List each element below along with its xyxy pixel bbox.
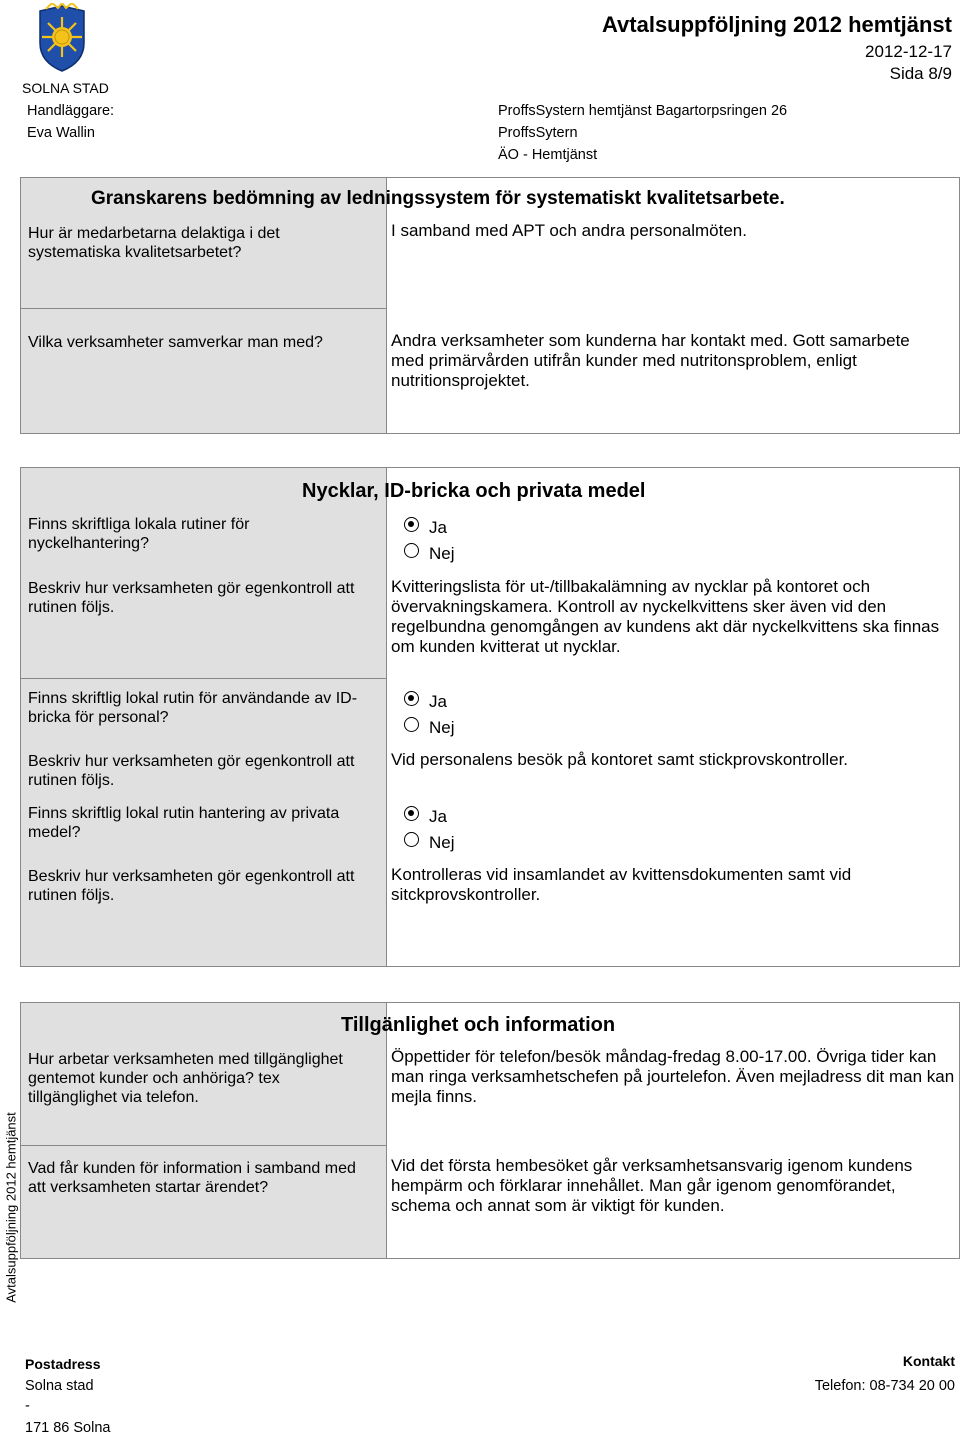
question-accessibility: Hur arbetar verksamheten med tillgänglighet gentemot kunder och anhöriga? tex tillgänglighet via telefon.	[28, 1051, 343, 1106]
footer-address-line1: Solna stad	[25, 1378, 94, 1394]
footer-address-line3: 171 86 Solna	[25, 1420, 111, 1436]
unit-name: ProffsSytern	[498, 125, 578, 141]
side-document-label: Avtalsuppföljning 2012 hemtjänst	[3, 1112, 19, 1303]
radio-id-badge-no[interactable]	[404, 717, 419, 732]
answer-start-information: Vid det första hembesöket går verksamhetsansvarig igenom kundens hempärm och förklarar innehållet. Man går igenom genomförandet, schema och annat som är viktigt för kunden.	[391, 1156, 913, 1215]
footer-phone: Telefon: 08-734 20 00	[814, 1378, 955, 1394]
question-column	[21, 1003, 387, 1258]
org-name: SOLNA STAD	[22, 80, 109, 96]
radio-private-funds-yes[interactable]	[404, 806, 419, 821]
label-key-routines-no: Nej	[429, 544, 455, 563]
handler-name: Eva Wallin	[27, 125, 95, 141]
question-column	[21, 178, 387, 433]
document-title: Avtalsuppföljning 2012 hemtjänst	[601, 12, 952, 37]
section-quality-system	[20, 177, 960, 434]
page-number: Sida 8/9	[889, 64, 952, 83]
label-id-badge-yes: Ja	[429, 692, 447, 711]
footer-contact-label: Kontakt	[902, 1353, 955, 1369]
footer-address-label: Postadress	[25, 1356, 101, 1372]
radio-key-routines-no[interactable]	[404, 543, 419, 558]
question-private-funds-control: Beskriv hur verksamheten gör egenkontroll att rutinen följs.	[28, 868, 355, 904]
section-title: Nycklar, ID-bricka och privata medel	[302, 480, 646, 502]
unit-department: ÄO - Hemtjänst	[498, 147, 598, 163]
label-key-routines-yes: Ja	[429, 518, 447, 537]
question-key-routines: Finns skriftliga lokala rutiner för nyckelhantering?	[28, 516, 250, 552]
footer-address-line2: -	[25, 1398, 30, 1414]
radio-id-badge-yes[interactable]	[404, 691, 419, 706]
answer-private-funds-control: Kontrolleras vid insamlandet av kvittensdokumenten samt vid sitckprovskontroller.	[391, 865, 852, 904]
question-staff-involvement: Hur är medarbetarna delaktiga i det systematiska kvalitetsarbetet?	[28, 225, 280, 261]
question-cooperation: Vilka verksamheter samverkar man med?	[28, 334, 323, 351]
municipal-crest	[36, 3, 88, 73]
question-id-badge: Finns skriftlig lokal rutin för användande av ID-bricka för personal?	[28, 690, 358, 726]
answer-accessibility: Öppettider för telefon/besök måndag-fredag 8.00-17.00. Övriga tider kan man ringa verksamhetschefen på jourtelefon. Även mejladress dit man kan mejla finns.	[391, 1047, 955, 1106]
answer-cooperation: Andra verksamheter som kunderna har kontakt med. Gott samarbete med primärvården utifrån kunder med nutritonsproblem, enligt nutritionsprojektet.	[391, 331, 910, 390]
question-private-funds: Finns skriftlig lokal rutin hantering av privata medel?	[28, 805, 340, 841]
document-date: 2012-12-17	[865, 42, 952, 61]
label-id-badge-no: Nej	[429, 718, 455, 737]
section-title: Tillgänlighet och information	[341, 1014, 616, 1036]
question-start-information: Vad får kunden för information i samband med att verksamheten startar ärendet?	[28, 1160, 356, 1196]
answer-staff-involvement: I samband med APT och andra personalmöten.	[391, 221, 747, 240]
unit-address: ProffsSystern hemtjänst Bagartorpsringen 26	[498, 103, 788, 119]
section-accessibility-info	[20, 1002, 960, 1259]
answer-id-badge-control: Vid personalens besök på kontoret samt stickprovskontroller.	[391, 750, 849, 769]
radio-private-funds-no[interactable]	[404, 832, 419, 847]
label-private-funds-yes: Ja	[429, 807, 447, 826]
radio-key-routines-yes[interactable]	[404, 517, 419, 532]
question-id-badge-control: Beskriv hur verksamheten gör egenkontroll att rutinen följs.	[28, 753, 355, 789]
handler-label: Handläggare:	[27, 103, 115, 119]
answer-key-control: Kvitteringslista för ut-/tillbakalämning av nycklar på kontoret och övervakningskamera. Kontroll av nyckelkvittens sker även vid den regelbundna genomgången av kundens akt där nyckelkvittens ska finnas om kunden kvitterat ut nycklar.	[391, 577, 940, 656]
section-keys-id-funds	[20, 467, 960, 967]
question-key-control: Beskriv hur verksamheten gör egenkontroll att rutinen följs.	[28, 580, 355, 616]
label-private-funds-no: Nej	[429, 833, 455, 852]
section-title: Granskarens bedömning av ledningssystem för systematiskt kvalitetsarbete.	[91, 188, 785, 209]
